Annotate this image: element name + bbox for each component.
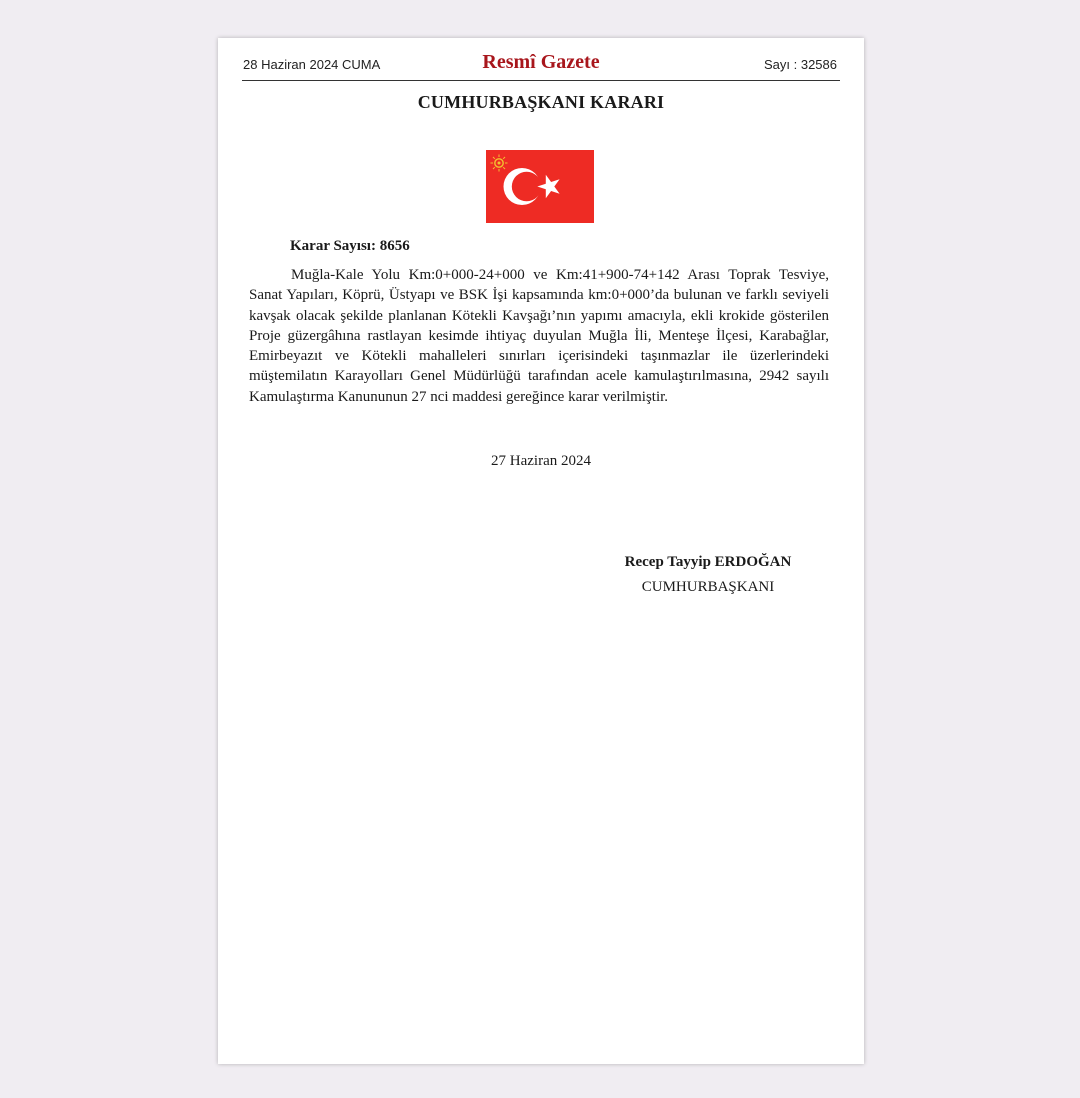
gazette-header <box>242 48 840 81</box>
document-title: CUMHURBAŞKANI KARARI <box>417 92 665 112</box>
decision-number: Karar Sayısı: 8656 <box>290 238 410 254</box>
decision-body-text: Muğla-Kale Yolu Km:0+000-24+000 ve Km:41+900-74+142 Arası Toprak Tesviye, Sanat Yapıları, Köprü, Üstyapı ve BSK İşi kapsamında km:0+000’da bulunan ve farklı seviyeli kavşak olacak şekilde planlanan Kötekli Kavşağı’nın yapımı amacıyla, ekli krokide gösterilen Proje güzergâhına rastlayan kesimde ihtiyaç duyulan Muğla İli, Menteşe İlçesi, Karabağlar, Emirbeyazıt ve Kötekli mahalleleri sınırları içerisindeki taşınmazlar ile üzerlerindeki müştemilatın Karayolları Genel Müdürlüğü tarafından acele kamulaştırılmasına, 2942 sayılı Kamulaştırma Kanununun 27 nci maddesi gereğince karar verilmiştir. <box>249 267 829 405</box>
gazette-title: Resmî Gazete <box>482 51 600 73</box>
header-date: 28 Haziran 2024 CUMA <box>243 57 381 72</box>
signatory-name: Recep Tayyip ERDOĞAN <box>624 554 792 570</box>
crescent-inner <box>512 172 542 202</box>
header-issue-number: Sayı : 32586 <box>764 57 837 72</box>
turkish-flag-icon <box>486 150 594 223</box>
gazette-page <box>218 38 864 1064</box>
signatory-title: CUMHURBAŞKANI <box>641 579 775 595</box>
signing-date: 27 Haziran 2024 <box>491 453 591 469</box>
